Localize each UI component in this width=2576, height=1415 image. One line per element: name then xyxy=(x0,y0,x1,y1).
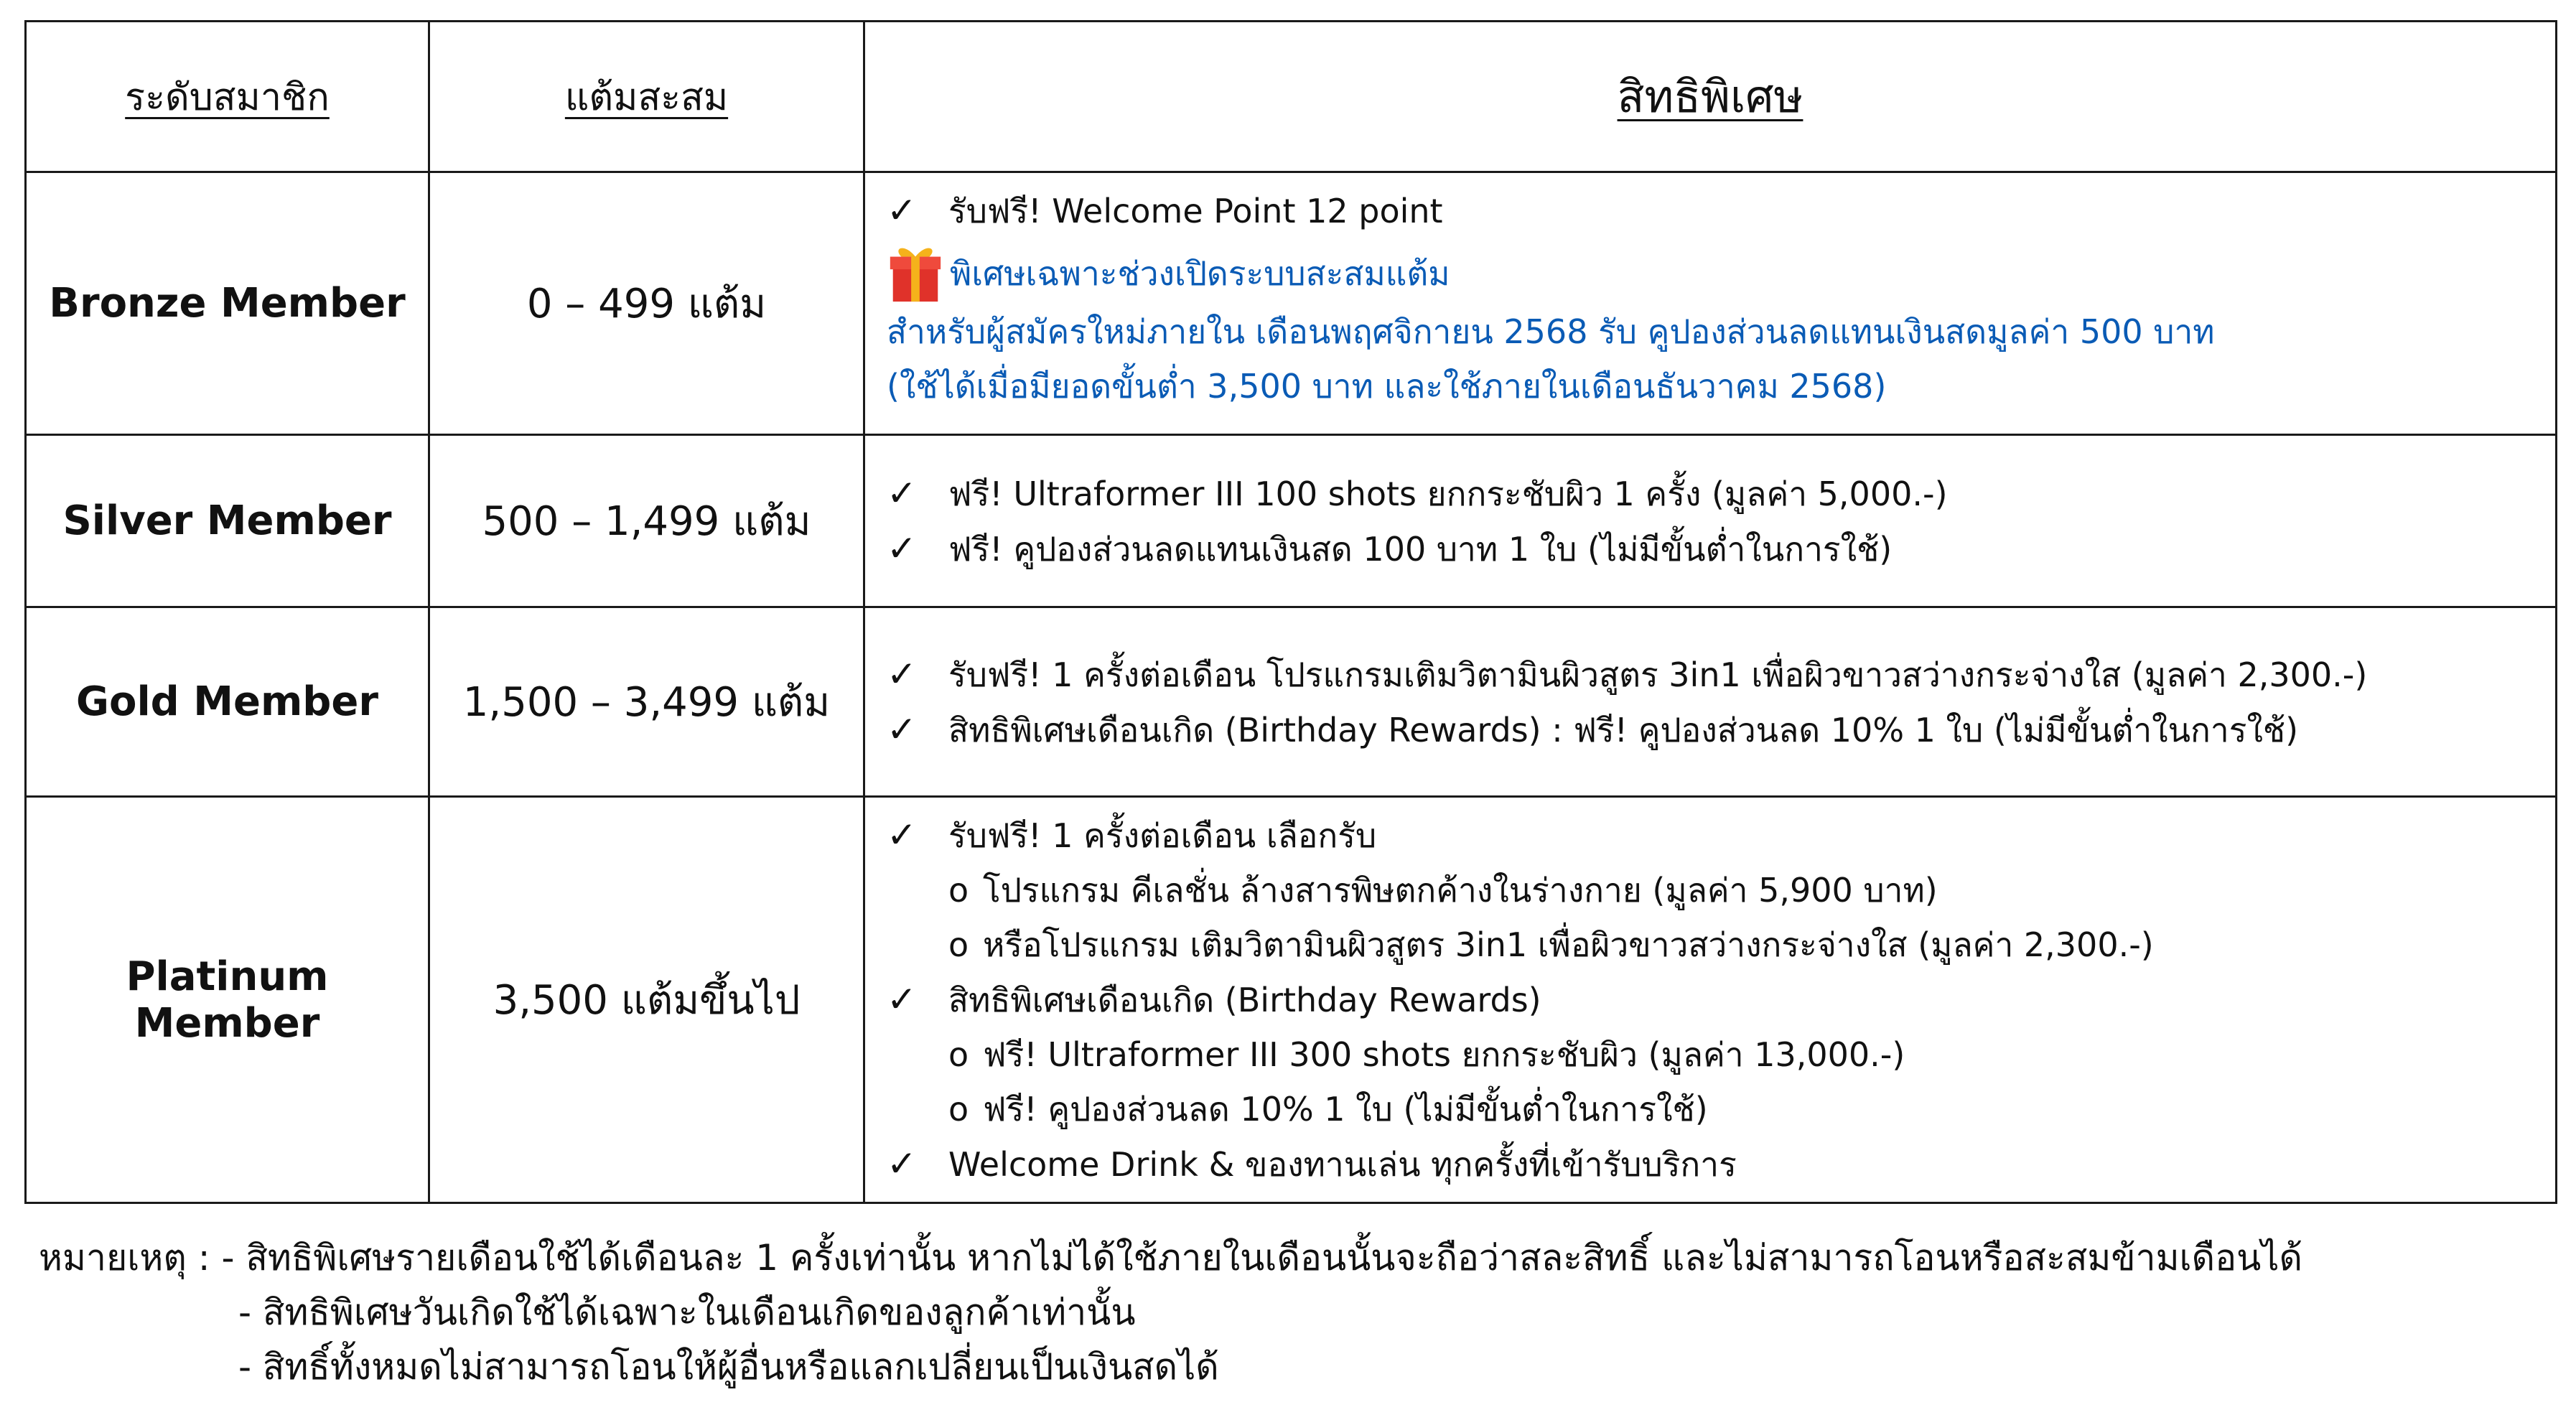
tier-benefits xyxy=(864,435,2557,607)
header-row xyxy=(26,22,2557,172)
sub-bullet-icon: o xyxy=(948,871,969,910)
tier-name: Bronze Member xyxy=(26,172,429,435)
benefit-text: รับฟรี! 1 ครั้งต่อเดือน โปรแกรมเติมวิตามินผิวสูตร 3in1 เพื่อผิวขาวสว่างกระจ่างใส (มูลค่า 2,300.-) xyxy=(948,655,2368,694)
benefit-item xyxy=(887,466,2541,521)
benefit-item xyxy=(887,702,2541,757)
footnote-line: หมายเหตุ : - สิทธิพิเศษรายเดือนใช้ได้เดือนละ 1 ครั้งเท่านั้น หากไม่ได้ใช้ภายในเดือนนั้นจะถือว่าสละสิทธิ์ และไม่สามารถโอนหรือสะสมข้ามเดือนได้ xyxy=(39,1237,2302,1279)
header-tier: ระดับสมาชิก xyxy=(26,22,429,172)
header-points: แต้มสะสม xyxy=(429,22,864,172)
check-icon: ✓ xyxy=(887,1143,917,1185)
promo-title: พิเศษเฉพาะช่วงเปิดระบบสะสมแต้ม xyxy=(950,254,1450,293)
tier-points: 3,500 แต้มขึ้นไป xyxy=(429,797,864,1203)
benefit-text: รับฟรี! 1 ครั้งต่อเดือน เลือกรับ xyxy=(948,816,1377,855)
sub-bullet-icon: o xyxy=(948,1090,969,1129)
membership-table xyxy=(24,20,2557,1204)
gift-icon xyxy=(887,243,944,304)
sub-benefit-text: ฟรี! คูปองส่วนลด 10% 1 ใบ (ไม่มีขั้นต่ำในการใช้) xyxy=(983,1090,1708,1129)
benefit-text: Welcome Drink & ของทานเล่น ทุกครั้งที่เข้ารับบริการ xyxy=(948,1145,1737,1184)
tier-name: Platinum Member xyxy=(26,797,429,1203)
benefit-text: สิทธิพิเศษเดือนเกิด (Birthday Rewards) xyxy=(948,981,1541,1019)
tier-benefits xyxy=(864,797,2557,1203)
benefit-item xyxy=(887,521,2541,576)
sub-bullet-icon: o xyxy=(948,1035,969,1074)
check-icon: ✓ xyxy=(887,527,917,569)
sub-benefit-text: หรือโปรแกรม เติมวิตามินผิวสูตร 3in1 เพื่อผิวขาวสว่างกระจ่างใส (มูลค่า 2,300.-) xyxy=(983,925,2154,964)
check-icon: ✓ xyxy=(887,814,917,856)
check-icon: ✓ xyxy=(887,708,917,750)
check-icon: ✓ xyxy=(887,190,917,231)
benefit-item xyxy=(887,183,2541,238)
benefit-text: ฟรี! Ultraformer III 100 shots ยกกระชับผิว 1 ครั้ง (มูลค่า 5,000.-) xyxy=(948,474,1948,513)
table-row-platinum xyxy=(26,797,2557,1203)
footnote-line: - สิทธิพิเศษวันเกิดใช้ได้เฉพาะในเดือนเกิดของลูกค้าเท่านั้น xyxy=(238,1292,1136,1333)
sub-benefit-item xyxy=(887,1027,2541,1082)
table-row-gold xyxy=(26,607,2557,797)
header-benefits: สิทธิพิเศษ xyxy=(864,22,2557,172)
sub-benefit-text: ฟรี! Ultraformer III 300 shots ยกกระชับผิว (มูลค่า 13,000.-) xyxy=(983,1035,1905,1074)
benefit-text: สิทธิพิเศษเดือนเกิด (Birthday Rewards) : ฟรี! คูปองส่วนลด 10% 1 ใบ (ไม่มีขั้นต่ำในการใช้) xyxy=(948,710,2299,749)
tier-points: 1,500 – 3,499 แต้ม xyxy=(429,607,864,797)
sub-benefit-item xyxy=(887,917,2541,972)
footnote xyxy=(39,1230,2302,1394)
sub-benefit-text: โปรแกรม คีเลชั่น ล้างสารพิษตกค้างในร่างกาย (มูลค่า 5,900 บาท) xyxy=(983,871,1938,910)
benefit-item xyxy=(887,972,2541,1027)
check-icon: ✓ xyxy=(887,979,917,1020)
promo-line-2: (ใช้ได้เมื่อมียอดขั้นต่ำ 3,500 บาท และใช้ภายในเดือนธันวาคม 2568) xyxy=(887,367,1887,406)
sub-bullet-icon: o xyxy=(948,925,969,964)
check-icon: ✓ xyxy=(887,653,917,695)
promo-line-1: สำหรับผู้สมัครใหม่ภายใน เดือนพฤศจิกายน 2568 รับ คูปองส่วนลดแทนเงินสดมูลค่า 500 บาท xyxy=(887,312,2215,351)
tier-benefits xyxy=(864,172,2557,435)
table-row-silver xyxy=(26,435,2557,607)
tier-points: 0 – 499 แต้ม xyxy=(429,172,864,435)
benefit-text: ฟรี! คูปองส่วนลดแทนเงินสด 100 บาท 1 ใบ (ไม่มีขั้นต่ำในการใช้) xyxy=(948,529,1893,569)
benefit-item xyxy=(887,647,2541,702)
tier-benefits xyxy=(864,607,2557,797)
promo-title-line xyxy=(887,243,2541,304)
check-icon: ✓ xyxy=(887,472,917,514)
sub-benefit-item xyxy=(887,1082,2541,1136)
tier-name: Gold Member xyxy=(26,607,429,797)
promo-block xyxy=(887,243,2541,414)
footnote-line: - สิทธิ์ทั้งหมดไม่สามารถโอนให้ผู้อื่นหรือแลกเปลี่ยนเป็นเงินสดได้ xyxy=(238,1346,1219,1388)
tier-points: 500 – 1,499 แต้ม xyxy=(429,435,864,607)
benefit-text: รับฟรี! Welcome Point 12 point xyxy=(948,192,1443,230)
sub-benefit-item xyxy=(887,863,2541,917)
benefit-item xyxy=(887,808,2541,863)
tier-name: Silver Member xyxy=(26,435,429,607)
benefit-item xyxy=(887,1136,2541,1192)
table-row-bronze xyxy=(26,172,2557,435)
